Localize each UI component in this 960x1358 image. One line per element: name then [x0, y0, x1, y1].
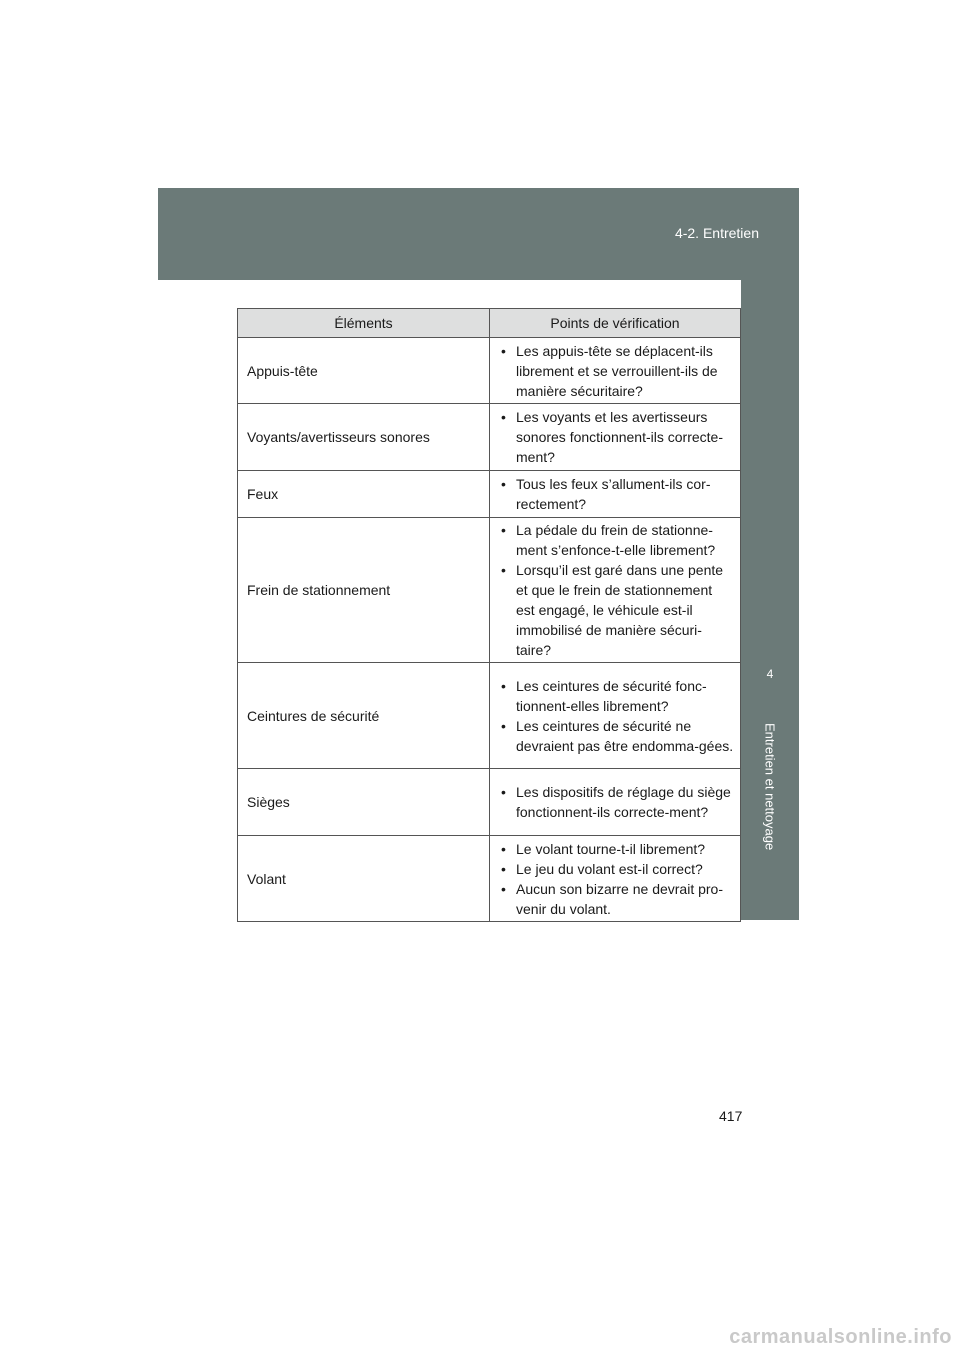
table-row	[238, 404, 741, 471]
column-header-checkpoints: Points de vérification	[490, 309, 741, 338]
page-number: 417	[719, 1108, 743, 1124]
table-row	[238, 338, 741, 404]
points-cell	[490, 836, 741, 922]
points-cell	[490, 518, 741, 663]
checkpoint-item: • Le jeu du volant est-il correct?	[499, 859, 734, 879]
checkpoint-item: • Le volant tourne-t-il librement?	[499, 839, 734, 859]
checkpoint-item: • Aucun son bizarre ne devrait pro-venir du volant.	[499, 879, 734, 919]
item-cell: Feux	[238, 471, 490, 518]
watermark[interactable]: carmanualsonline.info	[729, 1326, 952, 1348]
points-cell	[490, 471, 741, 518]
table-row	[238, 836, 741, 922]
item-cell: Sièges	[238, 769, 490, 836]
checkpoint-item: • Lorsqu’il est garé dans une pente et que le frein de stationnement est engagé, le véhicule est-il immobilisé de manière sécuri-taire?	[499, 560, 734, 660]
item-cell: Voyants/avertisseurs sonores	[238, 404, 490, 471]
checkpoint-item: • Les appuis-tête se déplacent-ils librement et se verrouillent-ils de manière sécuritaire?	[499, 341, 734, 401]
table-row	[238, 663, 741, 769]
table-row	[238, 769, 741, 836]
item-cell: Volant	[238, 836, 490, 922]
side-tab-top	[741, 280, 799, 645]
points-cell	[490, 663, 741, 769]
points-cell	[490, 338, 741, 404]
table-row	[238, 471, 741, 518]
checkpoint-item: • La pédale du frein de stationne-ment s’enfonce-t-elle librement?	[499, 520, 734, 560]
table-header-row	[238, 309, 741, 338]
item-cell: Ceintures de sécurité	[238, 663, 490, 769]
section-label: 4-2. Entretien	[674, 225, 759, 241]
chapter-side-tab	[741, 645, 799, 920]
table-row	[238, 518, 741, 663]
chapter-title: Entretien et nettoyage	[762, 723, 778, 851]
inspection-table	[237, 308, 741, 922]
column-header-items: Éléments	[238, 309, 490, 338]
header-band	[158, 188, 799, 280]
checkpoint-item: • Les ceintures de sécurité fonc-tionnent-elles librement?	[499, 676, 734, 716]
item-cell: Appuis-tête	[238, 338, 490, 404]
checkpoint-item: • Tous les feux s’allument-ils cor-rectement?	[499, 474, 734, 514]
checkpoint-item: • Les ceintures de sécurité ne devraient pas être endomma-gées.	[499, 716, 734, 756]
checkpoint-item: • Les dispositifs de réglage du siège fonctionnent-ils correcte-ment?	[499, 782, 734, 822]
checkpoint-item: • Les voyants et les avertisseurs sonores fonctionnent-ils correcte-ment?	[499, 407, 734, 467]
chapter-number: 4	[766, 667, 774, 681]
points-cell	[490, 404, 741, 471]
points-cell	[490, 769, 741, 836]
item-cell: Frein de stationnement	[238, 518, 490, 663]
